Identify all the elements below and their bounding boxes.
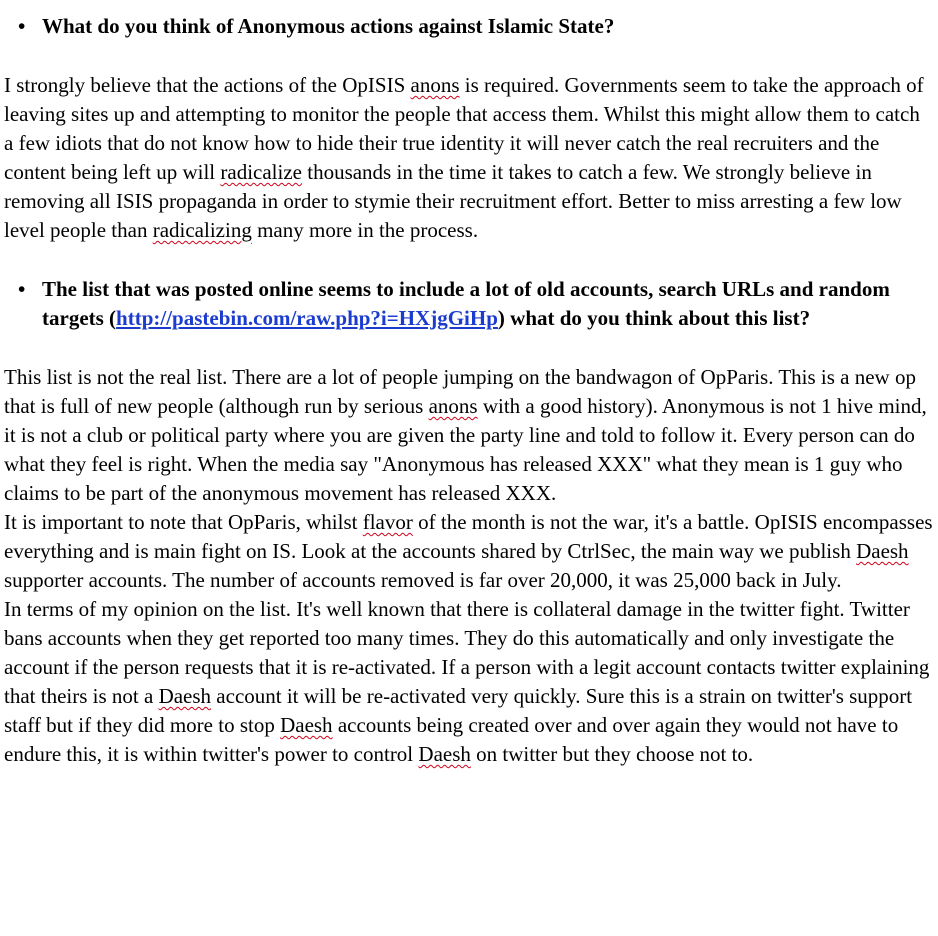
bullet-icon: • xyxy=(18,14,26,38)
answer-2-p2-seg-3: supporter accounts. The number of accounts removed is far over 20,000, it was 25,000 back in July. xyxy=(4,568,842,592)
misspelled-word[interactable]: anons xyxy=(428,394,478,418)
question-1-text: What do you think of Anonymous actions against Islamic State? xyxy=(42,14,615,38)
question-2-text xyxy=(42,275,934,333)
answer-2-paragraph-1 xyxy=(4,363,934,508)
answer-2-p3-seg-1: In terms of my opinion on the list. It's well known that there is collateral damage in the twitter fight. Twitter bans accounts when they get reported too many times. They do this automatically and only investigate the account if the person requests that it is re-activated. If a person with a legit account contacts twitter explaining that theirs is not a xyxy=(4,597,930,708)
answer-2-p1-seg-2: with a good history). Anonymous is not 1 hive mind, it is not a club or political party where you are given the party line and told to follow it. Every person can do what they feel is right. When the media say "Anonymous has released XXX" what they mean is 1 guy who claims to be part of the anonymous movement has released XXX. xyxy=(4,394,927,505)
answer-2-paragraph-3 xyxy=(4,595,934,769)
answer-2-p3-seg-2: account it will be re-activated very quickly. Sure this is a strain on twitter's support staff but if they did more to stop xyxy=(4,684,913,737)
answer-2-p2-seg-1: It is important to note that OpParis, whilst xyxy=(4,510,363,534)
question-2-pre: The list that was posted online seems to include a lot of old accounts, search URLs and random targets ( xyxy=(42,277,890,330)
question-2-post: ) what do you think about this list? xyxy=(497,306,811,330)
misspelled-word[interactable]: radicalize xyxy=(220,160,302,184)
answer-2-p2-seg-2: of the month is not the war, it's a battle. OpISIS encompasses everything and is main fight on IS. Look at the accounts shared by CtrlSec, the main way we publish xyxy=(4,510,933,563)
answer-2-p3-seg-4: on twitter but they choose not to. xyxy=(470,742,754,766)
answer-2-p3-seg-3: accounts being created over and over again they would not have to endure this, it is within twitter's power to control xyxy=(4,713,899,766)
answer-1-seg-2: is required. Governments seem to take the approach of leaving sites up and attempting to monitor the people that access them. Whilst this might allow them to catch a few idiots that do not know how to hide their true identity it will never catch the real recruiters and the content being left up will xyxy=(4,73,924,184)
misspelled-word[interactable]: Daesh xyxy=(856,539,909,563)
answer-2-paragraph-2 xyxy=(4,508,934,595)
question-2 xyxy=(4,275,934,333)
misspelled-word[interactable]: radicalizing xyxy=(152,218,252,242)
misspelled-word[interactable]: Daesh xyxy=(280,713,333,737)
misspelled-word[interactable]: Daesh xyxy=(418,742,471,766)
answer-1 xyxy=(4,71,934,245)
answer-1-seg-3: thousands in the time it takes to catch a few. We strongly believe in removing all ISIS propaganda in order to stymie their recruitment effort. Better to miss arresting a few low level people than xyxy=(4,160,902,242)
misspelled-word[interactable]: Daesh xyxy=(158,684,212,708)
bullet-icon: • xyxy=(18,277,26,301)
question-1 xyxy=(4,0,934,41)
misspelled-word[interactable]: anons xyxy=(410,73,460,97)
answer-2-p1-seg-1: This list is not the real list. There are a lot of people jumping on the bandwagon of OpParis. This is a new op that is full of new people (although run by serious xyxy=(4,365,916,418)
answer-1-seg-4: many more in the process. xyxy=(251,218,479,242)
pastebin-link[interactable]: http://pastebin.com/raw.php?i=HXjgGiHp xyxy=(116,306,498,330)
answer-1-seg-1: I strongly believe that the actions of the OpISIS xyxy=(4,73,411,97)
misspelled-word[interactable]: flavor xyxy=(362,510,413,534)
